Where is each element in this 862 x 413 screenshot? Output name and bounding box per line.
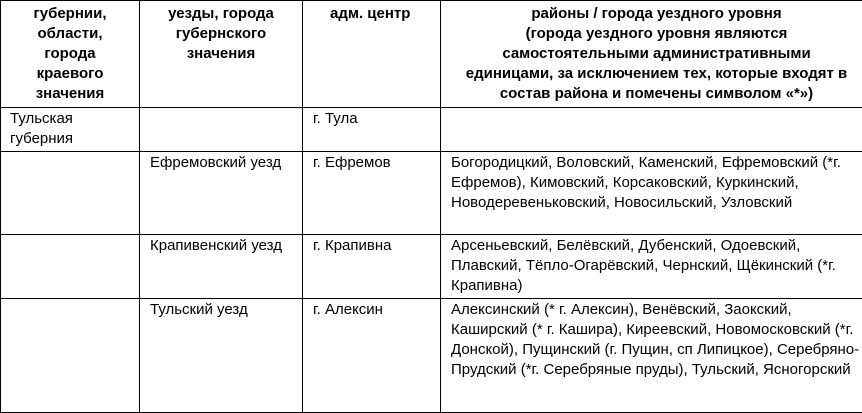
table-row	[1, 299, 862, 413]
cell-governorate	[1, 152, 140, 235]
table-row	[1, 152, 862, 235]
table-row	[1, 235, 862, 299]
header-districts: районы / города уездного уровня (города уездного уровня являются самостоятельными административными единицами, за исключением тех, которые входят в состав района и помечены символом «*»)	[441, 1, 862, 108]
cell-admin-center: г. Тула	[303, 108, 441, 152]
cell-admin-center: г. Ефремов	[303, 152, 441, 235]
cell-districts	[441, 108, 862, 152]
header-uezd: уезды, города губернского значения	[140, 1, 303, 108]
cell-governorate	[1, 235, 140, 299]
header-governorate: губернии, области, города краевого значения	[1, 1, 140, 108]
cell-admin-center: г. Крапивна	[303, 235, 441, 299]
cell-governorate: Тульская губерния	[1, 108, 140, 152]
cell-uezd	[140, 108, 303, 152]
cell-governorate	[1, 299, 140, 413]
cell-districts: Арсеньевский, Белёвский, Дубенский, Одоевский, Плавский, Тёпло-Огарёвский, Чернский, Щёкинский (*г. Крапивна)	[441, 235, 862, 299]
cell-uezd: Крапивенский уезд	[140, 235, 303, 299]
cell-uezd: Ефремовский уезд	[140, 152, 303, 235]
cell-districts: Алексинский (* г. Алексин), Венёвский, Заокский, Каширский (* г. Кашира), Киреевский, Новомосковский (*г. Донской), Пущинский (г. Пущин, сп Липицкое), Серебряно-Прудский (*г. Серебряные пруды), Тульский, Ясногорский	[441, 299, 862, 413]
table-row	[1, 108, 862, 152]
header-admin-center: адм. центр	[303, 1, 441, 108]
header-row	[1, 1, 862, 108]
cell-admin-center: г. Алексин	[303, 299, 441, 413]
cell-districts: Богородицкий, Воловский, Каменский, Ефремовский (*г. Ефремов), Кимовский, Корсаковский, Куркинский, Новодеревеньковский, Новосильский, Узловский	[441, 152, 862, 235]
cell-uezd: Тульский уезд	[140, 299, 303, 413]
